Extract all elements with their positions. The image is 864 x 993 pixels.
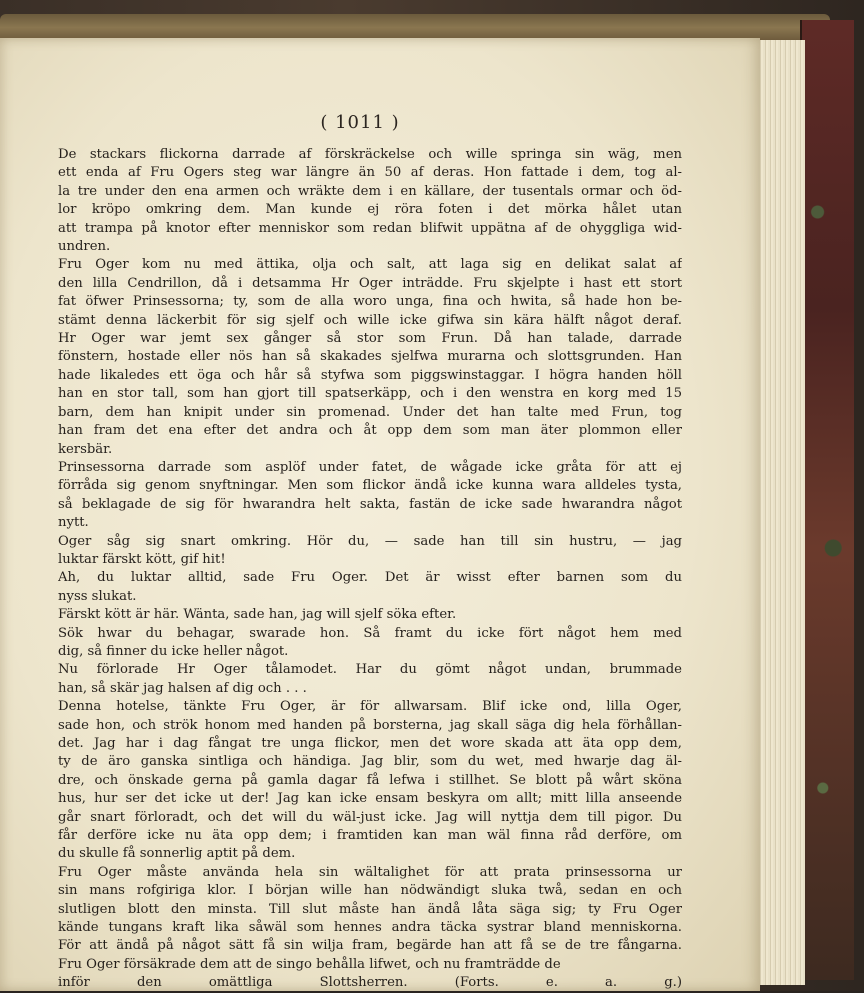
text-line: De stackars flickorna darrade af förskräckelse och wille springa sin wäg, men — [58, 147, 682, 162]
text-line: Fru Oger kom nu med ättika, olja och salt, att laga sig en delikat salat af — [58, 257, 682, 273]
text-line: ett enda af Fru Ogers steg war längre än 50 af deras. Hon fattade i dem, tog al- — [58, 165, 682, 181]
text-line: går snart förloradt, och det will du wäl-just icke. Jag will nyttja dem till pigor. Du — [58, 809, 682, 825]
text-line: kände tungans kraft lika såwäl som hennes andra täcka systrar bland menniskorna. — [58, 920, 682, 936]
text-line: undren. — [58, 239, 111, 255]
text-line: hade likaledes ett öga och hår så styfwa som piggswinstaggar. I högra handen höll — [58, 367, 682, 383]
book-cover-marbled-edge — [800, 20, 854, 980]
text-line: nytt. — [58, 515, 89, 531]
text-line: slutligen blott den minsta. Till slut måste han ändå låta säga sig; ty Fru Oger — [58, 901, 682, 917]
body-text — [58, 146, 682, 993]
text-line: För att ändå på något sätt få sin wilja fram, begärde han att få se de tre fångarna. — [58, 938, 682, 954]
text-line: sin mans rofgiriga klor. I början wille han nödwändigt sluka twå, sedan en och — [58, 883, 682, 899]
text-line: Denna hotelse, tänkte Fru Oger, är för allwarsam. Blif icke ond, lilla Oger, — [58, 699, 682, 715]
text-line: Hr Oger war jemt sex gånger så stor som Frun. Då han talade, darrade — [58, 331, 682, 347]
text-line: nyss slukat. — [58, 588, 137, 604]
text-line: så beklagade de sig för hwarandra helt sakta, fastän de icke sade hwarandra något — [58, 496, 682, 512]
text-line: han, så skär jag halsen af dig och . . . — [58, 680, 307, 696]
text-line: han en stor tall, som han gjort till spatserkäpp, och i den wenstra en korg med 15 — [58, 386, 682, 402]
text-line: stämt denna läckerbit för sig sjelf och wille icke gifwa sin kära hälft något deraf. — [58, 312, 682, 328]
text-line: dig, så finner du icke heller något. — [58, 643, 289, 659]
text-line: inför den omättliga Slottsherren. (Forts. e. a. g.) — [58, 975, 682, 991]
text-line: Prinsessorna darrade som asplöf under fatet, de wågade icke gråta för att ej — [58, 459, 682, 475]
text-line: förråda sig genom snyftningar. Men som flickor ändå icke kunna wara alldeles tysta, — [58, 478, 682, 494]
text-line: Färskt kött är här. Wänta, sade han, jag will sjelf söka efter. — [58, 607, 457, 623]
text-line: Sök hwar du behagar, swarade hon. Så framt du icke fört något hem med — [58, 625, 682, 641]
text-line: fönstern, hostade eller nös han så skakades sjelfwa murarna och slottsgrunden. Han — [58, 349, 682, 365]
text-line: sade hon, och strök honom med handen på borsterna, jag skall säga dig hela förhållan- — [58, 717, 682, 733]
text-line: lor kröpo omkring dem. Man kunde ej röra foten i det mörka hålet utan — [58, 202, 682, 218]
text-line: barn, dem han knipit under sin promenad. Under det han talte med Frun, tog — [58, 404, 682, 420]
text-line: fat öfwer Prinsessorna; ty, som de alla woro unga, fina och hwita, så hade hon be- — [58, 294, 682, 310]
text-line: Nu förlorade Hr Oger tålamodet. Har du gömt något undan, brummade — [58, 662, 682, 678]
text-line: du skulle få sonnerlig aptit på dem. — [58, 846, 296, 862]
text-line: la tre under den ena armen och wräkte dem i en källare, der tusentals ormar och öd- — [58, 183, 682, 199]
page-number: ( 1011 ) — [320, 112, 400, 133]
text-line: den lilla Cendrillon, då i detsamma Hr Oger inträdde. Fru skjelpte i hast ett stort — [58, 275, 682, 291]
text-line: Fru Oger måste använda hela sin wältalighet för att prata prinsessorna ur — [58, 864, 682, 880]
text-line: Oger såg sig snart omkring. Hör du, — sade han till sin hustru, — jag — [58, 533, 682, 549]
text-line: han fram det ena efter det andra och åt opp dem som man äter plommon eller — [58, 423, 682, 439]
text-line: hus, hur ser det icke ut der! Jag kan icke ensam beskyra om allt; mitt lilla anseende — [58, 791, 682, 807]
text-line: Fru Oger försäkrade dem att de singo behålla lifwet, och nu framträdde de — [58, 956, 561, 972]
text-line: Ah, du luktar alltid, sade Fru Oger. Det är wisst efter barnen som du — [58, 570, 682, 586]
text-line: kersbär. — [58, 441, 113, 457]
text-line: luktar färskt kött, gif hit! — [58, 551, 226, 567]
text-line: att trampa på knotor efter menniskor som redan blifwit uppätna af de ohyggliga wid- — [58, 220, 682, 236]
text-line: får derföre icke nu äta opp dem; i framtiden kan man wäl finna råd derföre, om — [58, 828, 682, 844]
text-line: det. Jag har i dag fångat tre unga flickor, men det wore skada att äta opp dem, — [58, 736, 682, 751]
text-line: dre, och önskade gerna på gamla dagar få lefwa i stillhet. Se blott på wårt sköna — [58, 772, 682, 788]
text-line: ty de äro ganska sintliga och händiga. Jag blir, som du wet, med hwarje dag äl- — [58, 754, 682, 770]
